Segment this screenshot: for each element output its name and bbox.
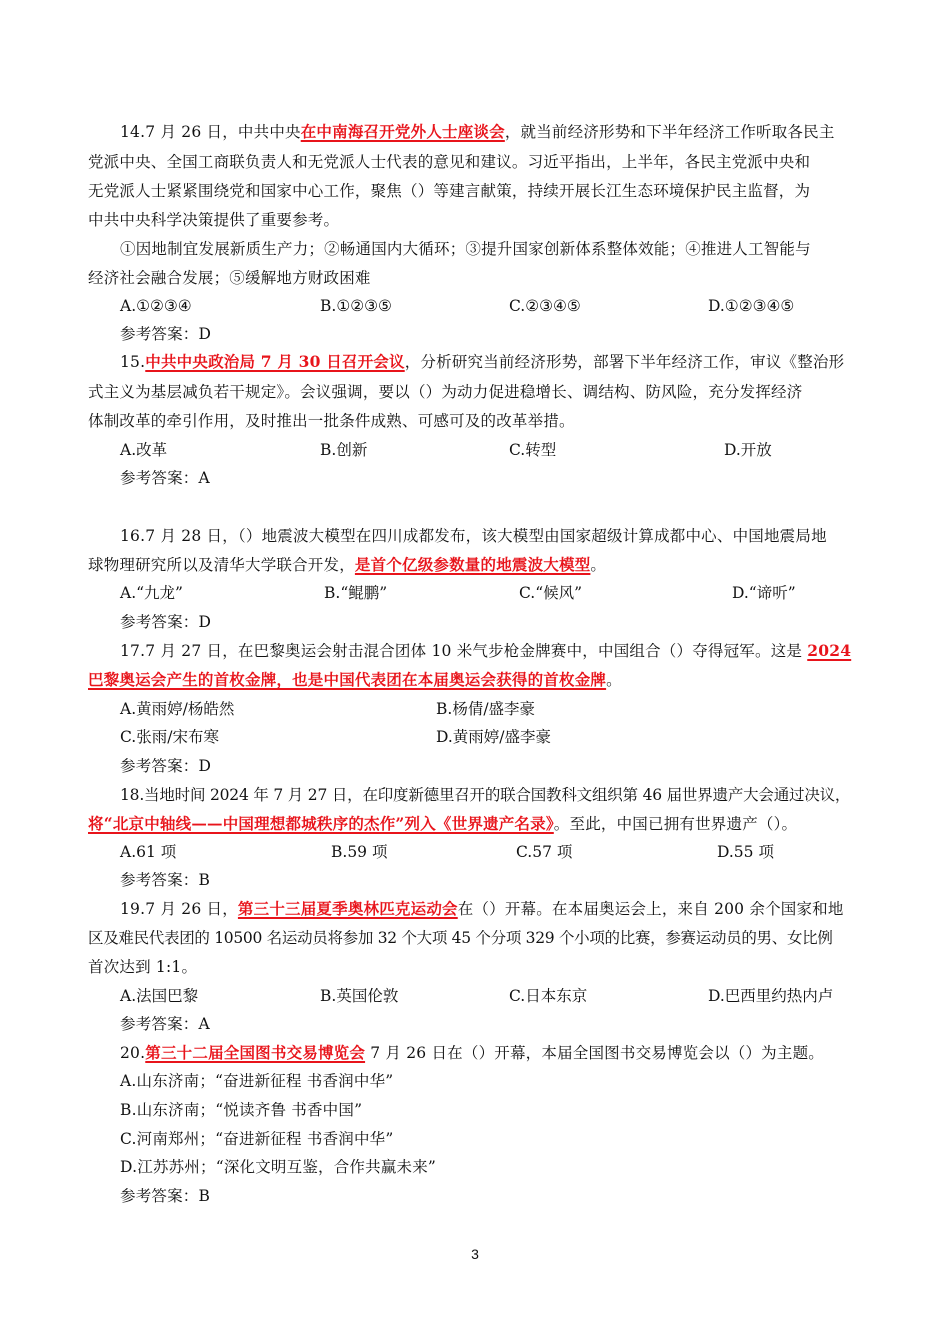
q16-option-a: A.“九龙” [120,584,183,602]
q14-line-6: 经济社会融合发展；⑤缓解地方财政困难 [88,269,371,287]
q14-highlight: 在中南海召开党外人士座谈会 [300,122,505,141]
q17-line-2: 巴黎奥运会产生的首枚金牌，也是中国代表团在本届奥运会获得的首枚金牌。 [88,670,622,689]
q17-option-b: B.杨倩/盛李豪 [436,700,536,718]
q17-highlight-year: 2024 [807,641,852,660]
q18-line-2: 将“北京中轴线——中国理想都城秩序的杰作”列入《世界遗产名录》。至此，中国已拥有世界遗产（）。 [88,814,798,833]
q16-line-1: 16.7 月 28 日，（）地震波大模型在四川成都发布，该大模型由国家超级计算成都中心、中国地震局地 [120,527,827,545]
q20-answer: 参考答案：B [120,1187,211,1205]
q14-option-b: B.①②③⑤ [320,297,392,315]
q19-line-3: 首次达到 1:1。 [88,958,198,976]
q18-answer: 参考答案：B [120,871,211,889]
q15-option-b: B.创新 [320,441,368,459]
q16-option-c: C.“候风” [519,584,583,602]
page-number: 3 [471,1246,479,1262]
q18-option-b: B.59 项 [331,843,388,861]
q19-answer: 参考答案：A [120,1015,210,1033]
q16-option-b: B.“鲲鹏” [324,584,388,602]
q20-line-1: 20.第三十二届全国图书交易博览会 7 月 26 日在（）开幕，本届全国图书交易博览会以（）为主题。 [120,1043,824,1062]
q16-option-d: D.“谛听” [732,584,796,602]
q18-option-d: D.55 项 [717,843,774,861]
q14-line-5: ①因地制宜发展新质生产力；②畅通国内大循环；③提升国家创新体系整体效能；④推进人工智能与 [120,240,811,258]
q15-line-3: 体制改革的牵引作用，及时推出一批条件成熟、可感可及的改革举措。 [88,412,575,430]
q20-option-b: B.山东济南；“悦读齐鲁 书香中国” [120,1101,363,1119]
q14-option-d: D.①②③④⑤ [708,297,795,315]
q17-option-a: A.黄雨婷/杨皓然 [120,700,235,718]
q14-option-c: C.②③④⑤ [509,297,581,315]
q19-highlight: 第三十三届夏季奥林匹克运动会 [237,899,458,918]
q19-line-2: 区及难民代表团的 10500 名运动员将参加 32 个大项 45 个分项 329 个小项的比赛，参赛运动员的男、女比例 [88,929,833,947]
q20-option-c: C.河南郑州；“奋进新征程 书香润中华” [120,1130,394,1148]
q14-line-1: 14.7 月 26 日，中共中央在中南海召开党外人士座谈会，就当前经济形势和下半年经济工作听取各民主 [120,122,835,141]
q15-option-a: A.改革 [120,441,168,459]
q19-option-d: D.巴西里约热内卢 [708,987,834,1005]
q19-option-b: B.英国伦敦 [320,987,399,1005]
q15-line-1: 15.中共中央政治局 7 月 30 日召开会议，分析研究当前经济形势，部署下半年经济工作，审议《整治形 [120,352,845,371]
q15-highlight: 中共中央政治局 7 月 30 日召开会议 [145,352,405,371]
q16-answer: 参考答案：D [120,613,212,631]
q19-option-c: C.日本东京 [509,987,588,1005]
q17-highlight: 巴黎奥运会产生的首枚金牌，也是中国代表团在本届奥运会获得的首枚金牌 [88,670,607,689]
q19-line-1: 19.7 月 26 日，第三十三届夏季奥林匹克运动会在（）开幕。在本届奥运会上，来自 200 余个国家和地 [120,899,844,918]
q20-highlight: 第三十二届全国图书交易博览会 [145,1043,366,1062]
q17-answer: 参考答案：D [120,757,212,775]
q18-option-c: C.57 项 [516,843,573,861]
q18-option-a: A.61 项 [120,843,177,861]
q15-line-2: 式主义为基层减负若干规定》。会议强调，要以（）为动力促进稳增长、调结构、防风险，充分发挥经济 [88,383,803,401]
q16-highlight: 是首个亿级参数量的地震波大模型 [354,555,591,574]
q18-line-1: 18.当地时间 2024 年 7 月 27 日，在印度新德里召开的联合国教科文组织第 46 届世界遗产大会通过决议， [120,786,851,804]
q14-line-4: 中共中央科学决策提供了重要参考。 [88,211,340,229]
q15-option-c: C.转型 [509,441,557,459]
q15-option-d: D.开放 [724,441,772,459]
q14-option-a: A.①②③④ [120,297,192,315]
q17-option-d: D.黄雨婷/盛李豪 [436,728,552,746]
q14-line-2: 党派中央、全国工商联负责人和无党派人士代表的意见和建议。习近平指出，上半年，各民主党派中央和 [88,153,811,171]
q20-option-a: A.山东济南；“奋进新征程 书香润中华” [120,1072,394,1090]
q20-option-d: D.江苏苏州；“深化文明互鉴，合作共赢未来” [120,1158,437,1176]
q19-option-a: A.法国巴黎 [120,987,199,1005]
q14-line-3: 无党派人士紧紧围绕党和国家中心工作，聚焦（）等建言献策，持续开展长江生态环境保护民主监督，为 [88,182,811,200]
q16-line-2: 球物理研究所以及清华大学联合开发，是首个亿级参数量的地震波大模型。 [88,555,607,574]
q17-option-c: C.张雨/宋布寒 [120,728,219,746]
q15-answer: 参考答案：A [120,469,210,487]
q14-answer: 参考答案：D [120,325,212,343]
q18-highlight: 将“北京中轴线——中国理想都城秩序的杰作”列入《世界遗产名录》 [88,814,554,833]
q17-line-1: 17.7 月 27 日，在巴黎奥运会射击混合团体 10 米气步枪金牌赛中，中国组合（）夺得冠军。这是 2024 [120,641,852,660]
